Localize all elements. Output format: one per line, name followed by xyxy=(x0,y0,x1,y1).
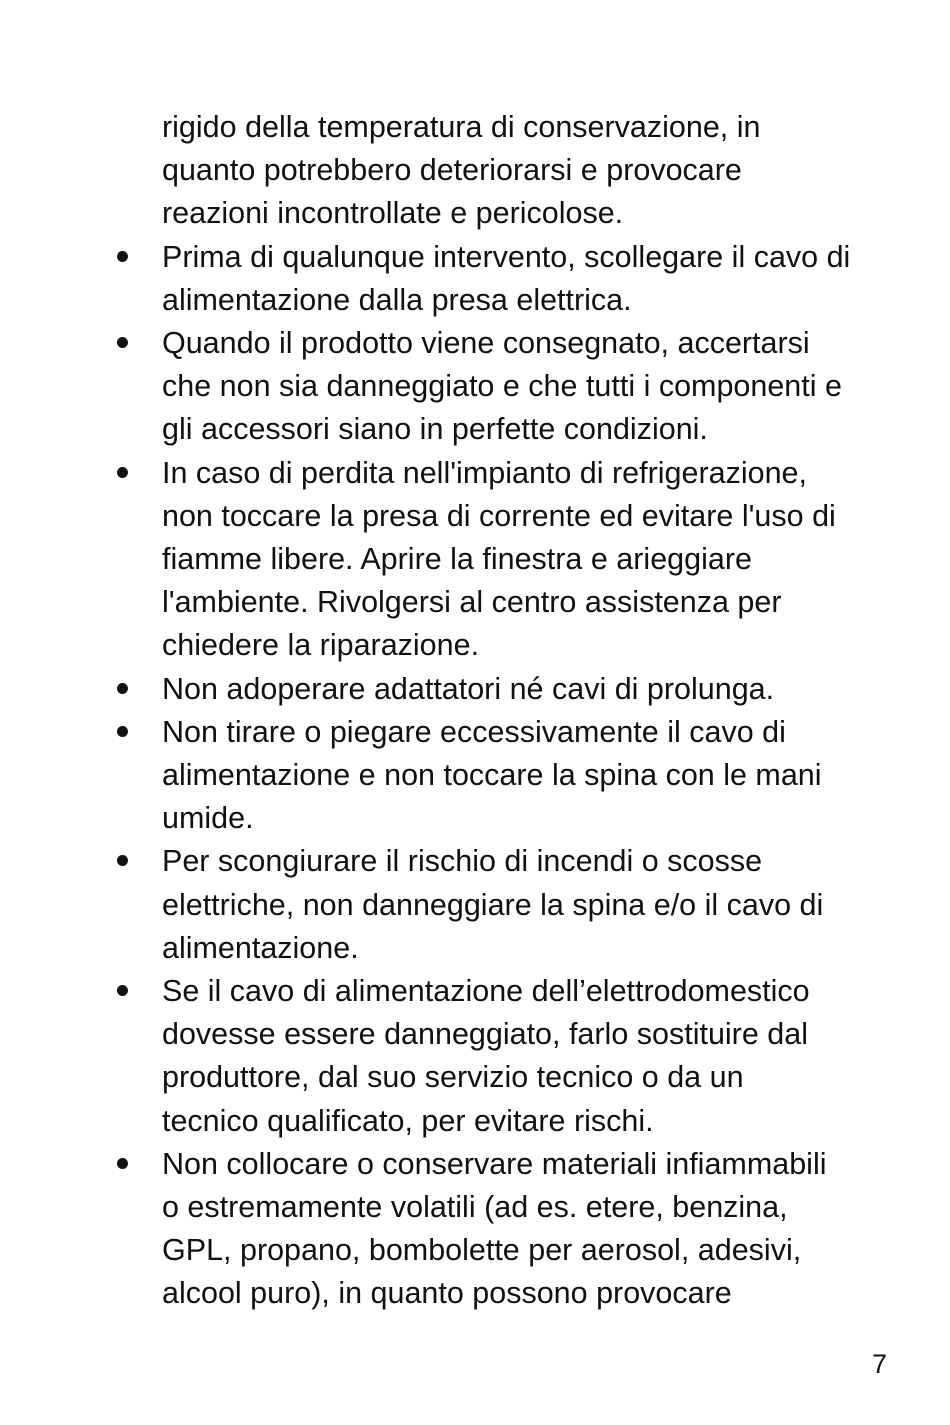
bullet-icon xyxy=(117,251,128,262)
text-line: tecnico qualificato, per evitare rischi. xyxy=(162,1103,654,1138)
list-item xyxy=(112,970,902,1143)
continued-paragraph xyxy=(112,106,902,236)
text-line: Non adoperare adattatori né cavi di prolunga. xyxy=(162,671,775,706)
text-line: o estremamente volatili (ad es. etere, benzina, xyxy=(162,1190,788,1225)
bullet-icon xyxy=(117,855,128,866)
text-line: alimentazione. xyxy=(162,930,359,965)
text-line: umide. xyxy=(162,801,254,836)
page-content xyxy=(112,106,902,1316)
bullet-icon xyxy=(117,683,128,694)
text-line: produttore, dal suo servizio tecnico o da un xyxy=(162,1060,744,1095)
list-item xyxy=(112,668,902,711)
text-line: reazioni incontrollate e pericolose. xyxy=(162,196,624,231)
list-item xyxy=(112,322,902,452)
text-line: Non collocare o conservare materiali infiammabili xyxy=(162,1146,827,1181)
list-item xyxy=(112,452,902,668)
list-item xyxy=(112,236,902,322)
bullet-icon xyxy=(117,985,128,996)
list-item xyxy=(112,1143,902,1316)
text-line: l'ambiente. Rivolgersi al centro assistenza per xyxy=(162,585,782,620)
text-line: GPL, propano, bombolette per aerosol, adesivi, xyxy=(162,1233,802,1268)
text-line: alimentazione dalla presa elettrica. xyxy=(162,282,632,317)
text-line: fiamme libere. Aprire la finestra e arieggiare xyxy=(162,542,752,577)
text-line: alimentazione e non toccare la spina con le mani xyxy=(162,758,822,793)
text-line: quanto potrebbero deteriorarsi e provocare xyxy=(162,153,742,188)
list-item xyxy=(112,840,902,970)
bullet-icon xyxy=(117,1158,128,1169)
text-line: elettriche, non danneggiare la spina e/o il cavo di xyxy=(162,887,824,922)
text-line: Se il cavo di alimentazione dell’elettrodomestico xyxy=(162,974,810,1009)
text-line: Per scongiurare il rischio di incendi o scosse xyxy=(162,844,763,879)
text-line: che non sia danneggiato e che tutti i componenti e xyxy=(162,369,842,404)
text-line: dovesse essere danneggiato, farlo sostituire dal xyxy=(162,1017,808,1052)
text-line: gli accessori siano in perfette condizioni. xyxy=(162,412,708,447)
page-number: 7 xyxy=(871,1349,887,1379)
text-line: non toccare la presa di corrente ed evitare l'uso di xyxy=(162,498,836,533)
bullet-icon xyxy=(117,467,128,478)
bullet-icon xyxy=(117,337,128,348)
list-item xyxy=(112,711,902,841)
text-line: rigido della temperatura di conservazione, in xyxy=(162,110,761,144)
bullet-icon xyxy=(117,726,128,737)
text-line: alcool puro), in quanto possono provocare xyxy=(162,1276,732,1311)
text-line: Quando il prodotto viene consegnato, accertarsi xyxy=(162,326,810,361)
text-line: chiedere la riparazione. xyxy=(162,628,480,663)
text-line: Non tirare o piegare eccessivamente il cavo di xyxy=(162,714,786,749)
text-line: Prima di qualunque intervento, scollegare il cavo di xyxy=(162,239,851,274)
safety-bullet-list xyxy=(112,236,902,1316)
text-line: In caso di perdita nell'impianto di refrigerazione, xyxy=(162,455,807,490)
